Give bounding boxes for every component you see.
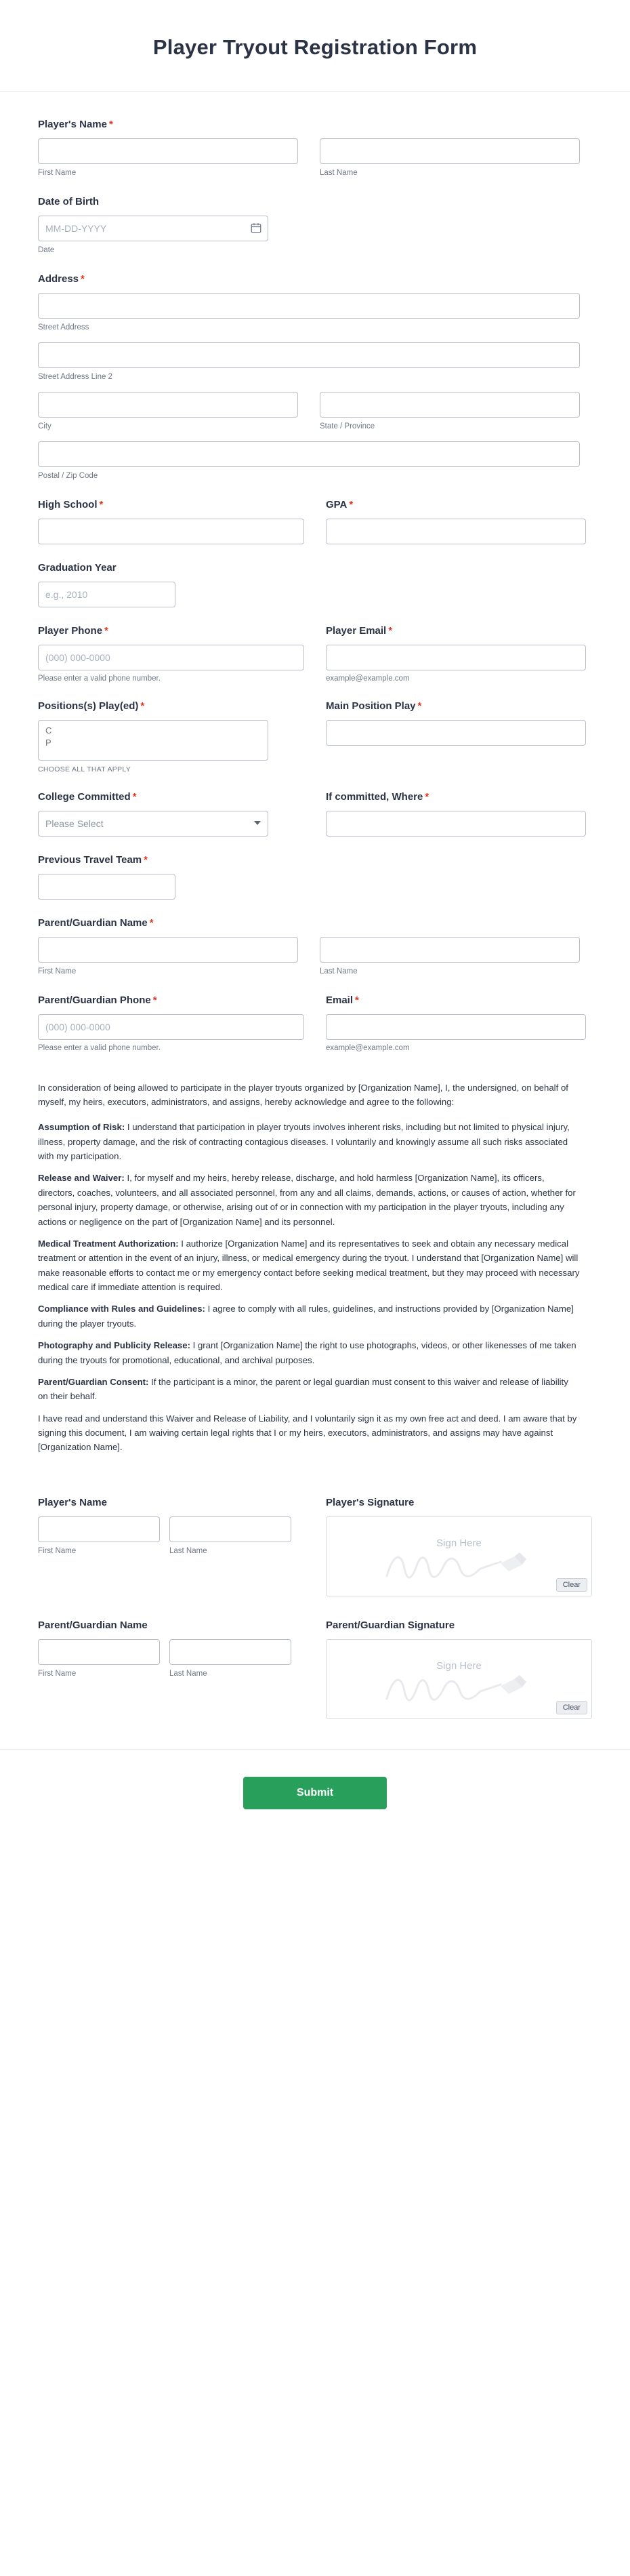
if-committed-where-input[interactable]	[326, 811, 586, 837]
waiver-intro: In consideration of being allowed to participate in the player tryouts organized by [Organization Name], I, the undersigned, on behalf of myself, my heirs, executors, administrators, and assigns, hereby acknowledge and agree to the following:	[38, 1082, 568, 1107]
player-signature-placeholder: Sign Here	[436, 1537, 482, 1549]
label-parent-name: Parent/Guardian Name *	[38, 917, 154, 929]
waiver-clause-text: I agree to comply with all rules, guidelines, and instructions provided by [Organization Name] during the player tryouts.	[38, 1304, 574, 1329]
label-player-signature: Player's Signature	[326, 1496, 415, 1508]
parent-signature-placeholder: Sign Here	[436, 1659, 482, 1672]
submit-area	[0, 1749, 630, 1850]
waiver-clause	[38, 1236, 580, 1295]
waiver-clause	[38, 1171, 580, 1229]
postal-zip-sublabel: Postal / Zip Code	[38, 471, 98, 480]
parent-signature-clear-button[interactable]: Clear	[556, 1701, 587, 1714]
label-player-signature-name: Player's Name	[38, 1496, 107, 1508]
parent-signature-row	[38, 1619, 592, 1719]
waiver-closing: I have read and understand this Waiver and Release of Liability, and I voluntarily sign it as my own free act and deed. I am aware that by signing this document, I am waiving certain legal rights that I or my heirs, executors, administrators, and assigns may have against [Organization Name].	[38, 1413, 577, 1453]
label-positions-played: Positions(s) Play(ed) *	[38, 700, 145, 712]
label-player-phone: Player Phone *	[38, 624, 108, 637]
field-positions-played	[38, 700, 304, 773]
main-position-input[interactable]	[326, 720, 586, 746]
field-player-phone	[38, 625, 304, 683]
waiver-text-block	[38, 1081, 580, 1455]
parent-sig-first-name-input[interactable]	[38, 1639, 160, 1665]
parent-signature-pad[interactable]	[326, 1639, 592, 1719]
player-signature-group	[326, 1497, 592, 1596]
waiver-clause	[38, 1302, 580, 1331]
city-sublabel: City	[38, 422, 51, 430]
player-email-hint: example@example.com	[326, 674, 410, 683]
previous-travel-team-input[interactable]	[38, 874, 175, 900]
required-marker: *	[81, 273, 85, 285]
field-row-parent-contact	[38, 994, 592, 1052]
graduation-year-input[interactable]	[38, 582, 175, 607]
state-province-sublabel: State / Province	[320, 422, 375, 430]
waiver-clause-text: I grant [Organization Name] the right to use photographs, videos, or other likenesses of me taken during the tryouts for promotional, educational, and archival purposes.	[38, 1340, 576, 1365]
college-committed-select[interactable]	[38, 811, 268, 837]
player-signature-name-group	[38, 1497, 304, 1596]
parent-sig-first-name-sublabel: First Name	[38, 1669, 77, 1678]
field-row-player-contact	[38, 625, 592, 683]
waiver-clause-title: Photography and Publicity Release:	[38, 1340, 190, 1351]
field-row-school-gpa	[38, 499, 592, 544]
parent-last-name-sublabel: Last Name	[320, 967, 358, 975]
signature-scribble-icon	[381, 1668, 537, 1709]
player-email-input[interactable]	[326, 645, 586, 670]
label-address: Address *	[38, 273, 85, 285]
date-of-birth-input[interactable]	[38, 216, 268, 241]
street-address-input[interactable]	[38, 293, 580, 319]
player-phone-hint: Please enter a valid phone number.	[38, 674, 161, 683]
required-marker: *	[425, 790, 429, 803]
parent-sig-last-name-input[interactable]	[169, 1639, 291, 1665]
field-graduation-year	[38, 562, 592, 607]
required-marker: *	[132, 790, 137, 803]
field-college-committed	[38, 791, 304, 837]
parent-signature-group	[326, 1619, 592, 1719]
label-date-of-birth: Date of Birth	[38, 195, 99, 207]
player-signature-row	[38, 1497, 592, 1596]
waiver-clause-text: I authorize [Organization Name] and its representatives to seek and obtain any necessary medical treatment or attention in the event of an injury, illness, or medical emergency during the tryout. I understand that [Organization Name] will make reasonable efforts to contact me or my emergency contact before seeking medical treatment, but they may proceed with necessary medical care if immediate attention is required.	[38, 1238, 580, 1293]
label-parent-signature: Parent/Guardian Signature	[326, 1619, 455, 1631]
state-province-input[interactable]	[320, 392, 580, 418]
player-last-name-sublabel: Last Name	[320, 169, 358, 177]
field-previous-travel-team	[38, 854, 592, 900]
form-body	[0, 92, 630, 1719]
waiver-clause-title: Compliance with Rules and Guidelines:	[38, 1304, 205, 1314]
city-input[interactable]	[38, 392, 298, 418]
high-school-input[interactable]	[38, 519, 304, 544]
player-sig-first-name-sublabel: First Name	[38, 1546, 77, 1555]
waiver-clause	[38, 1120, 580, 1163]
field-main-position	[326, 700, 592, 773]
field-parent-phone	[38, 994, 304, 1052]
required-marker: *	[140, 700, 145, 712]
signature-scribble-icon	[381, 1546, 537, 1586]
street-address-line2-input[interactable]	[38, 342, 580, 368]
waiver-clause-text: I understand that participation in player tryouts involves inherent risks, including but not limited to physical injury, illness, property damage, and the risk of contracting contagious diseases. I voluntarily and knowingly assume all such risks associated with my participation.	[38, 1122, 570, 1162]
field-gpa	[326, 499, 592, 544]
parent-last-name-input[interactable]	[320, 937, 580, 963]
label-player-name: Player's Name *	[38, 119, 113, 130]
parent-phone-hint: Please enter a valid phone number.	[38, 1043, 161, 1052]
waiver-clause-title: Release and Waiver:	[38, 1173, 125, 1184]
player-signature-pad[interactable]	[326, 1516, 592, 1596]
waiver-clause-text: I, for myself and my heirs, hereby release, discharge, and hold harmless [Organization Name], its officers, directors, coaches, volunteers, and all associated personnel, from any and all claims, demands, actions, or causes of action, whether for personal injury, property damage, or otherwise, arising out of or in connection with my participation in the player tryouts, including any actions or negligence on the part of [Organization Name] and its personnel.	[38, 1173, 576, 1227]
waiver-clause	[38, 1338, 580, 1367]
player-sig-last-name-sublabel: Last Name	[169, 1546, 207, 1555]
required-marker: *	[144, 853, 148, 866]
required-marker: *	[388, 624, 393, 637]
submit-button[interactable]: Submit	[243, 1777, 387, 1809]
label-college-committed: College Committed *	[38, 790, 137, 803]
required-marker: *	[417, 700, 422, 712]
label-player-email: Player Email *	[326, 624, 393, 637]
required-marker: *	[99, 498, 104, 510]
gpa-input[interactable]	[326, 519, 586, 544]
label-main-position: Main Position Play *	[326, 700, 422, 712]
field-date-of-birth	[38, 196, 592, 256]
required-marker: *	[355, 994, 359, 1006]
field-if-committed-where	[326, 791, 592, 837]
label-gpa: GPA *	[326, 498, 354, 510]
label-parent-signature-name: Parent/Guardian Name	[38, 1619, 148, 1631]
field-parent-email	[326, 994, 592, 1052]
calendar-icon[interactable]	[250, 222, 262, 234]
positions-played-textarea[interactable]	[38, 720, 268, 761]
player-last-name-input[interactable]	[320, 138, 580, 164]
waiver-clause-title: Medical Treatment Authorization:	[38, 1238, 179, 1249]
field-high-school	[38, 499, 304, 544]
parent-email-input[interactable]	[326, 1014, 586, 1040]
parent-phone-input[interactable]	[38, 1014, 304, 1040]
label-graduation-year: Graduation Year	[38, 561, 117, 573]
player-first-name-input[interactable]	[38, 138, 298, 164]
field-row-college	[38, 791, 592, 837]
signature-section	[38, 1497, 592, 1719]
label-parent-phone: Parent/Guardian Phone *	[38, 994, 157, 1006]
required-marker: *	[149, 917, 154, 929]
player-signature-clear-button[interactable]: Clear	[556, 1578, 587, 1592]
label-high-school: High School *	[38, 498, 104, 510]
waiver-clause-title: Assumption of Risk:	[38, 1122, 125, 1133]
postal-zip-input[interactable]	[38, 441, 580, 467]
player-sig-first-name-input[interactable]	[38, 1516, 160, 1542]
form-header	[0, 0, 630, 92]
field-player-name	[38, 119, 592, 178]
label-if-committed-where: If committed, Where *	[326, 790, 429, 803]
positions-played-hint: CHOOSE ALL THAT APPLY	[38, 765, 131, 773]
waiver-clause	[38, 1375, 580, 1404]
parent-first-name-sublabel: First Name	[38, 967, 77, 975]
date-of-birth-sublabel: Date	[38, 245, 55, 254]
required-marker: *	[152, 994, 157, 1006]
field-row-positions	[38, 700, 592, 773]
player-sig-last-name-input[interactable]	[169, 1516, 291, 1542]
waiver-clause-text: If the participant is a minor, the parent or legal guardian must consent to this waiver and release of liability on their behalf.	[38, 1376, 568, 1402]
player-first-name-sublabel: First Name	[38, 169, 77, 177]
field-parent-name	[38, 917, 592, 977]
street-address-sublabel: Street Address	[38, 323, 89, 331]
required-marker: *	[349, 498, 354, 510]
required-marker: *	[108, 119, 113, 130]
parent-email-hint: example@example.com	[326, 1043, 410, 1052]
waiver-clause-title: Parent/Guardian Consent:	[38, 1376, 149, 1387]
player-phone-input[interactable]	[38, 645, 304, 670]
page-title: Player Tryout Registration Form	[152, 35, 478, 59]
parent-signature-name-group	[38, 1619, 304, 1719]
parent-first-name-input[interactable]	[38, 937, 298, 963]
label-parent-email: Email *	[326, 994, 359, 1006]
field-player-email	[326, 625, 592, 683]
label-previous-travel-team: Previous Travel Team *	[38, 853, 148, 866]
street-address-line2-sublabel: Street Address Line 2	[38, 372, 112, 381]
parent-sig-last-name-sublabel: Last Name	[169, 1669, 207, 1678]
required-marker: *	[104, 624, 108, 637]
field-address	[38, 273, 592, 481]
